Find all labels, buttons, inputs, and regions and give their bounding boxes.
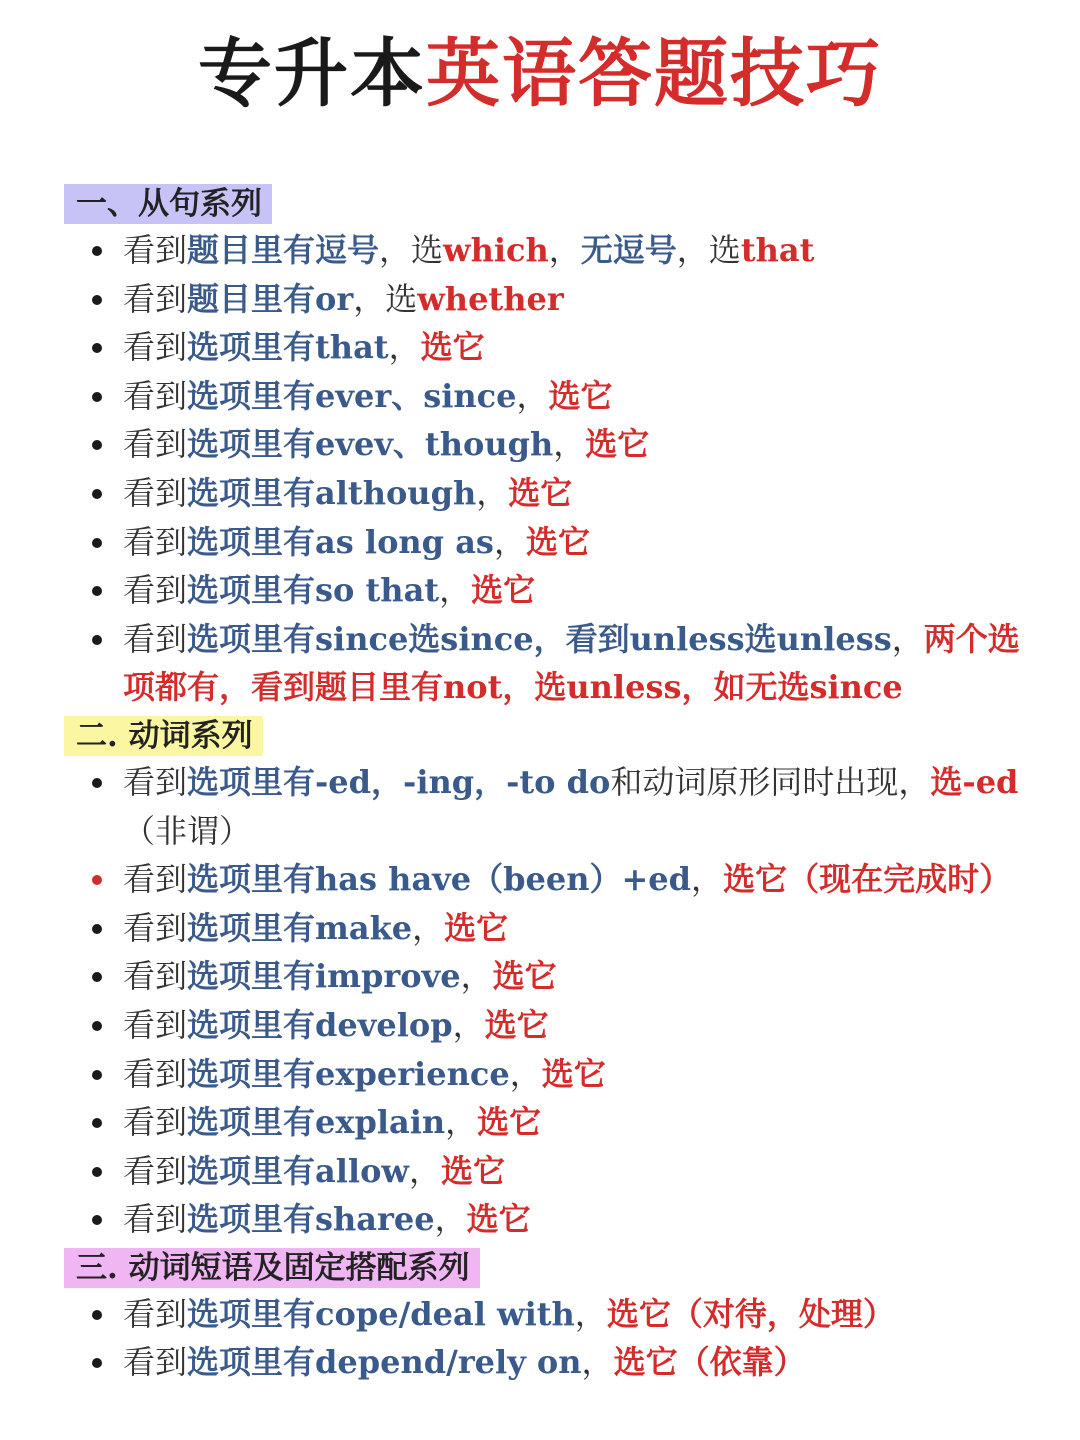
list-item: 看到选项里有ever、since，选它 (0, 372, 1080, 421)
bullet-icon (92, 875, 102, 885)
section-heading-phrases: 三. 动词短语及固定搭配系列 (64, 1248, 480, 1288)
list-item: 看到选项里有sharee，选它 (0, 1195, 1080, 1244)
list-item: 看到选项里有that，选它 (0, 323, 1080, 372)
title-part-black: 专升本 (198, 31, 426, 117)
list-item: 看到选项里有as long as，选它 (0, 518, 1080, 567)
list-item: 看到选项里有improve，选它 (0, 952, 1080, 1001)
page-title (0, 22, 1080, 126)
list-item: 看到选项里有depend/rely on，选它（依靠） (0, 1338, 1080, 1387)
list-item: 看到题目里有or，选whether (0, 275, 1080, 324)
bullet-icon (92, 440, 102, 450)
list-item: 看到选项里有allow，选它 (0, 1147, 1080, 1196)
section-heading-verbs: 二. 动词系列 (64, 716, 263, 756)
bullet-icon (92, 1310, 102, 1320)
list-item: 看到选项里有develop，选它 (0, 1001, 1080, 1050)
content (0, 180, 1080, 1387)
section-heading-clauses: 一、从句系列 (64, 184, 272, 224)
bullet-icon (92, 972, 102, 982)
bullet-icon (92, 924, 102, 934)
verb-list (0, 758, 1080, 1244)
list-item: 看到选项里有cope/deal with，选它（对待，处理） (0, 1290, 1080, 1339)
list-item: 看到选项里有since选since，看到unless选unless，两个选项都有，看到题目里有not，选unless，如无选since (0, 615, 1080, 712)
list-item: 看到选项里有-ed，-ing，-to do和动词原形同时出现，选-ed（非谓） (0, 758, 1080, 855)
bullet-icon (92, 1215, 102, 1225)
list-item: 看到选项里有has have（been）+ed，选它（现在完成时） (0, 855, 1080, 904)
bullet-icon (92, 392, 102, 402)
bullet-icon (92, 295, 102, 305)
bullet-icon (92, 586, 102, 596)
list-item: 看到题目里有逗号，选which，无逗号，选that (0, 226, 1080, 275)
bullet-icon (92, 246, 102, 256)
bullet-icon (92, 1358, 102, 1368)
list-item: 看到选项里有make，选它 (0, 904, 1080, 953)
clause-list (0, 226, 1080, 712)
bullet-icon (92, 343, 102, 353)
bullet-icon (92, 489, 102, 499)
list-item: 看到选项里有although，选它 (0, 469, 1080, 518)
bullet-icon (92, 1118, 102, 1128)
phrase-list (0, 1290, 1080, 1387)
list-item: 看到选项里有so that，选它 (0, 566, 1080, 615)
list-item: 看到选项里有evev、though，选它 (0, 420, 1080, 469)
bullet-icon (92, 538, 102, 548)
list-item: 看到选项里有experience，选它 (0, 1050, 1080, 1099)
bullet-icon (92, 1021, 102, 1031)
bullet-icon (92, 1070, 102, 1080)
bullet-icon (92, 1167, 102, 1177)
list-item: 看到选项里有explain，选它 (0, 1098, 1080, 1147)
bullet-icon (92, 635, 102, 645)
title-part-red: 英语答题技巧 (426, 31, 882, 117)
bullet-icon (92, 778, 102, 788)
